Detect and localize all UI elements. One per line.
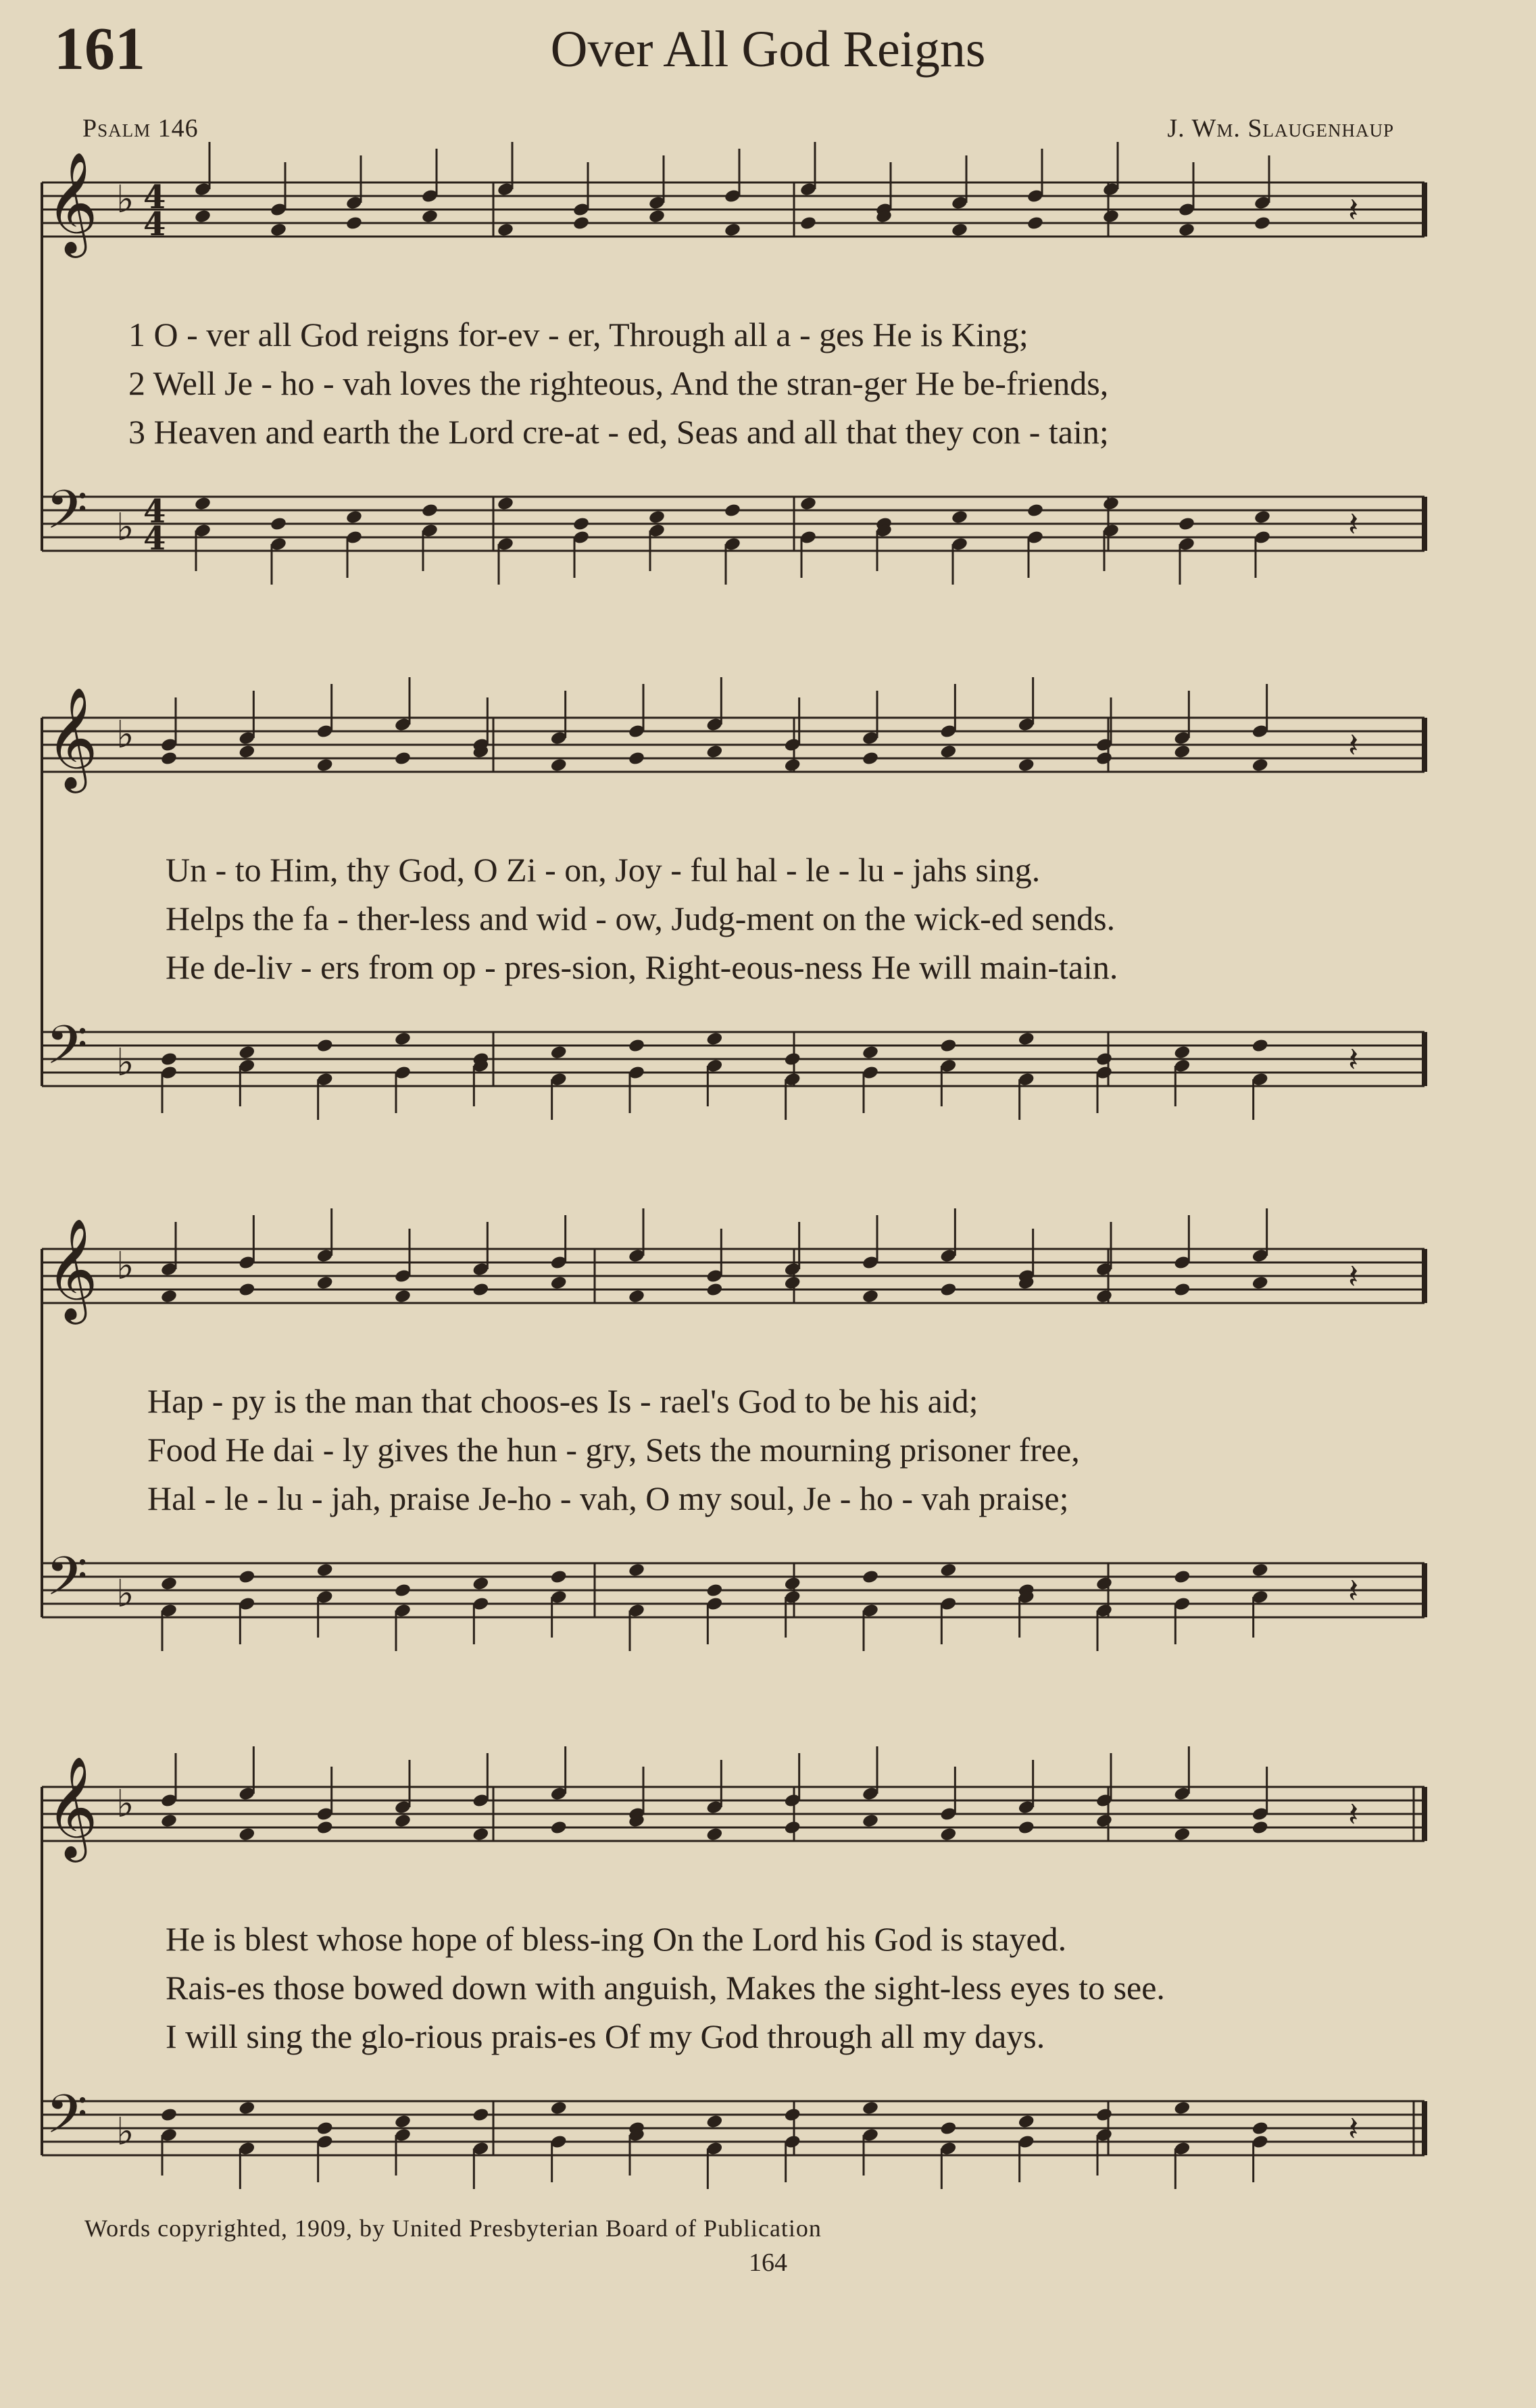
rest-symbol: 𝄽	[1348, 191, 1359, 230]
verse-line: 3 Heaven and earth the Lord cre-at - ed, Seas and all that they con - tain;	[128, 413, 1109, 451]
note-head	[160, 751, 178, 766]
note-head	[345, 216, 363, 231]
note-head	[862, 1813, 879, 1829]
note-head	[705, 1031, 723, 1047]
note-head	[1252, 1038, 1269, 1054]
note-head	[394, 1583, 412, 1598]
note-head	[784, 1275, 801, 1291]
note-head	[394, 1289, 412, 1304]
verse-line: 1 O - ver all God reigns for-ev - er, Through all a - ges He is King;	[128, 316, 1029, 353]
flat-sign: ♭	[116, 1782, 134, 1826]
note-head	[316, 1275, 334, 1291]
verse-line: He is blest whose hope of bless-ing On the Lord his God is stayed.	[166, 1920, 1067, 1958]
flat-sign: ♭	[116, 713, 134, 757]
note-head	[160, 1289, 178, 1304]
note-head	[238, 1827, 255, 1842]
verse-line: Hal - le - lu - jah, praise Je-ho - vah, O my soul, Je - ho - vah praise;	[147, 1479, 1069, 1517]
note-head	[316, 2121, 334, 2136]
note-head	[628, 751, 645, 766]
note-head	[939, 1038, 957, 1054]
treble-clef: 𝄞	[46, 1217, 98, 1320]
note-head	[421, 503, 439, 518]
note-head	[784, 2107, 801, 2123]
note-head	[862, 751, 879, 766]
note-head	[550, 1820, 568, 1836]
note-head	[784, 758, 801, 773]
note-head	[705, 1282, 723, 1298]
note-head	[160, 1576, 178, 1592]
note-head	[316, 758, 334, 773]
note-head	[799, 496, 817, 512]
time-signature-digit: 4	[143, 205, 166, 243]
note-head	[497, 222, 514, 238]
rest-symbol: 𝄽	[1348, 1257, 1359, 1296]
note-head	[1252, 758, 1269, 773]
note-head	[1173, 1569, 1191, 1585]
note-head	[784, 1576, 801, 1592]
note-head	[724, 503, 741, 518]
note-head	[705, 1827, 723, 1842]
note-head	[1095, 1813, 1113, 1829]
note-head	[472, 2107, 489, 2123]
time-signature-digit: 4	[143, 178, 166, 216]
rest-symbol: 𝄽	[1348, 1040, 1359, 1079]
flat-sign: ♭	[116, 1041, 134, 1085]
copyright-notice: Words copyrighted, 1909, by United Presbyterian Board of Publication	[84, 2215, 822, 2242]
bass-clef: 𝄢	[46, 2083, 88, 2159]
note-head	[1026, 503, 1044, 518]
note-head	[628, 1038, 645, 1054]
rest-symbol: 𝄽	[1348, 1571, 1359, 1611]
note-head	[724, 222, 741, 238]
note-head	[1173, 1827, 1191, 1842]
note-head	[1095, 751, 1113, 766]
note-head	[345, 510, 363, 525]
note-head	[472, 1576, 489, 1592]
flat-sign: ♭	[116, 506, 134, 549]
note-head	[705, 1583, 723, 1598]
note-head	[550, 2100, 568, 2116]
note-head	[238, 1282, 255, 1298]
note-head	[862, 1045, 879, 1060]
note-head	[939, 744, 957, 760]
time-signature-digit: 4	[143, 520, 166, 558]
note-head	[1095, 1289, 1113, 1304]
note-head	[194, 209, 212, 224]
note-head	[1095, 1576, 1113, 1592]
treble-clef: 𝄞	[46, 686, 98, 789]
note-head	[394, 1031, 412, 1047]
note-head	[394, 751, 412, 766]
note-head	[1178, 222, 1195, 238]
note-head	[1095, 1052, 1113, 1067]
note-head	[648, 209, 666, 224]
rest-symbol: 𝄽	[1348, 1795, 1359, 1834]
note-head	[1018, 1031, 1035, 1047]
treble-clef: 𝄞	[46, 151, 98, 253]
verse-line: 2 Well Je - ho - vah loves the righteous, And the stran-ger He be-friends,	[128, 364, 1109, 402]
note-head	[1102, 209, 1120, 224]
flat-sign: ♭	[116, 2110, 134, 2154]
rest-symbol: 𝄽	[1348, 2109, 1359, 2148]
note-head	[1254, 510, 1271, 525]
verse-line: Helps the fa - ther-less and wid - ow, Judg-ment on the wick-ed sends.	[166, 900, 1116, 937]
note-head	[1178, 516, 1195, 532]
note-head	[1018, 1820, 1035, 1836]
note-head	[316, 1820, 334, 1836]
note-head	[550, 1275, 568, 1291]
bass-clef: 𝄢	[46, 478, 88, 554]
composer-credit: J. Wm. Slaugenhaup	[1167, 114, 1394, 143]
note-head	[951, 510, 968, 525]
hymn-number: 161	[54, 16, 145, 82]
note-head	[648, 510, 666, 525]
note-head	[1102, 496, 1120, 512]
verse-line: Un - to Him, thy God, O Zi - on, Joy - ful hal - le - lu - jahs sing.	[166, 851, 1041, 889]
note-head	[550, 758, 568, 773]
note-head	[394, 2114, 412, 2130]
note-head	[862, 2100, 879, 2116]
verse-line: He de-liv - ers from op - pres-sion, Right-eous-ness He will main-tain.	[166, 948, 1118, 986]
note-head	[1252, 2121, 1269, 2136]
note-head	[316, 1563, 334, 1578]
note-head	[550, 1569, 568, 1585]
treble-clef: 𝄞	[46, 1755, 98, 1858]
note-head	[270, 516, 287, 532]
note-head	[1173, 2100, 1191, 2116]
note-head	[238, 1045, 255, 1060]
bass-clef: 𝄢	[46, 1545, 88, 1621]
note-head	[1252, 1275, 1269, 1291]
bass-clef: 𝄢	[46, 1014, 88, 1089]
note-head	[1173, 744, 1191, 760]
rest-symbol: 𝄽	[1348, 505, 1359, 544]
note-head	[394, 1813, 412, 1829]
note-head	[939, 1563, 957, 1578]
note-head	[160, 2107, 178, 2123]
time-signature-digit: 4	[143, 493, 166, 531]
note-head	[862, 1289, 879, 1304]
page-number: 164	[749, 2249, 787, 2277]
note-head	[238, 744, 255, 760]
flat-sign: ♭	[116, 1244, 134, 1288]
note-head	[1173, 1282, 1191, 1298]
note-head	[421, 209, 439, 224]
verse-line: Hap - py is the man that choos-es Is - rael's God to be his aid;	[147, 1382, 978, 1420]
note-head	[784, 1820, 801, 1836]
note-head	[628, 1289, 645, 1304]
note-head	[472, 1282, 489, 1298]
note-head	[939, 1827, 957, 1842]
note-head	[238, 1569, 255, 1585]
flat-sign: ♭	[116, 1572, 134, 1616]
note-head	[1252, 1820, 1269, 1836]
note-head	[238, 2100, 255, 2116]
note-head	[550, 1045, 568, 1060]
note-head	[705, 744, 723, 760]
verse-line: I will sing the glo-rious prais-es Of my God through all my days.	[166, 2017, 1045, 2055]
note-head	[1173, 1045, 1191, 1060]
note-head	[572, 516, 590, 532]
note-head	[939, 1282, 957, 1298]
note-head	[1252, 1563, 1269, 1578]
note-head	[472, 1827, 489, 1842]
text-source-credit: Psalm 146	[82, 114, 199, 143]
note-head	[316, 1038, 334, 1054]
rest-symbol: 𝄽	[1348, 726, 1359, 765]
note-head	[1018, 758, 1035, 773]
note-head	[1095, 2107, 1113, 2123]
note-head	[194, 496, 212, 512]
note-head	[160, 1052, 178, 1067]
hymn-title: Over All God Reigns	[550, 21, 986, 78]
verse-line: Food He dai - ly gives the hun - gry, Sets the mourning prisoner free,	[147, 1431, 1080, 1469]
note-head	[497, 496, 514, 512]
note-head	[1026, 216, 1044, 231]
note-head	[270, 222, 287, 238]
flat-sign: ♭	[116, 178, 134, 222]
note-head	[572, 216, 590, 231]
note-head	[862, 1569, 879, 1585]
note-head	[1254, 216, 1271, 231]
note-head	[939, 2121, 957, 2136]
note-head	[628, 1563, 645, 1578]
note-head	[951, 222, 968, 238]
note-head	[1018, 2114, 1035, 2130]
note-head	[799, 216, 817, 231]
note-head	[784, 1052, 801, 1067]
note-head	[160, 1813, 178, 1829]
note-head	[705, 2114, 723, 2130]
verse-line: Rais-es those bowed down with anguish, Makes the sight-less eyes to see.	[166, 1969, 1165, 2007]
